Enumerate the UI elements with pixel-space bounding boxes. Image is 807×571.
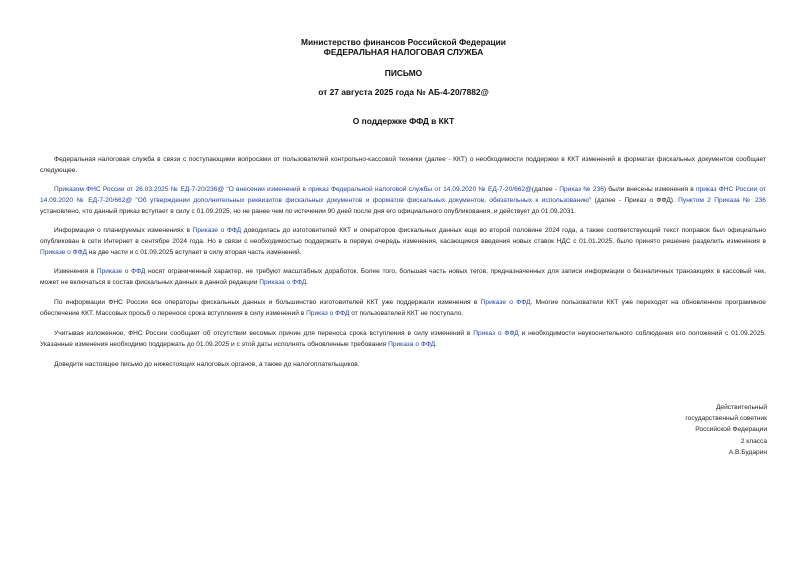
link-ffd-order-5[interactable]: Приказе о ФФД [480,299,531,306]
paragraph-5-text-2: . Многие пользователи ККТ уже переходят на обновленное программное обеспечение ККТ. Массовых просьб о переносе срока вступления в силу изменений в [40,299,766,318]
signature-name: А.В.Бударин [728,448,767,456]
link-order-236-short[interactable]: Приказ № 236 [559,186,604,193]
link-ffd-order-1[interactable]: Приказе о ФФД [192,227,242,234]
paragraph-1 [40,154,766,176]
signature-block [567,402,767,458]
link-ffd-order-3[interactable]: Приказе о ФФД [96,268,146,275]
link-ffd-order-2[interactable]: Приказе о ФФД [40,249,87,257]
ministry-title: Министерство финансов Российской Федерации [301,37,506,47]
paragraph-5 [40,297,766,319]
paragraph-5-text-3: от пользователей ККТ не поступало. [349,310,464,318]
signature-line-4: 2 класса [740,437,767,445]
document-subject: О поддержке ФФД в ККТ [352,116,455,126]
paragraph-2-text-4: установлено, что данный приказ вступает в силу с 01.09.2025, но не ранее чем по истечении 90 дней после дня его официального опубликования, и действует до 01.09.2031. [40,208,576,216]
paragraph-2-text-3: (далее - Приказ о ФФД). [591,197,679,205]
signature-line-2: государственный советник [685,415,767,423]
paragraph-7 [40,359,766,370]
document-type: ПИСЬМО [384,68,423,78]
paragraph-3 [40,225,766,259]
signature-line-1: Действительный [715,404,767,411]
service-title: ФЕДЕРАЛЬНАЯ НАЛОГОВАЯ СЛУЖБА [323,47,484,57]
signature-line-3: Российской Федерации [695,426,767,434]
paragraph-6-text-2: и необходимости неукоснительного соблюдения его положений с 01.09.2025. Указанные изменения необходимо поддержать до 01.09.2025 и с этой даты исполнять обновленные требования [40,330,766,349]
link-order-662[interactable]: приказ ФНС России от 14.09.2020 № ЕД-7-20/662@ "Об утверждении дополнительных реквизитов фискальных документов и форматов фискальных документов, обязательных к использованию" [40,186,766,205]
link-ffd-order-7[interactable]: Приказ о ФФД [473,330,519,337]
link-ffd-order-4[interactable]: Приказа о ФФД [259,279,307,287]
paragraph-2-text-2: ) были внесены изменения в [603,186,696,193]
paragraph-3-text-3: на две части и с 01.09.2025 вступает в силу вторая часть изменений. [86,249,302,257]
link-order-236[interactable]: Приказом ФНС России от 26.03.2025 № ЕД-7-20/236@ "О внесении изменений в приказ Федеральной налоговой службы от 14.09.2020 № ЕД-7-20/662@ [54,186,532,193]
paragraph-3-text-2: доводилась до изготовителей ККТ и операторов фискальных данных еще во второй половине 2024 года, а также соответствующий текст поправок был официально опубликован в сети Интернет в сентябре 2024 года. Но в связи с необходимостью поддержать в первую очередь изменения, касающиеся введения новых ставок НДС с 01.01.2025, было принято решение разделить изменения в [40,227,766,246]
link-ffd-order-8[interactable]: Приказа о ФФД [388,341,436,349]
document-date-number: от 27 августа 2025 года № АБ-4-20/7882@ [318,87,489,97]
paragraph-2-text-1: (далее - [531,186,560,193]
link-ffd-order-6[interactable]: Приказ о ФФД [306,310,350,318]
paragraph-6-text-1: Учитывая изложенное, ФНС России сообщает об отсутствии весомых причин для переноса срока вступления в силу изменений в [54,330,474,337]
paragraph-4-text-1: Изменения в [54,268,97,275]
paragraph-5-text-1: По информации ФНС России все операторы фискальных данных и большинство изготовителей ККТ уже поддержали изменения в [54,299,481,306]
paragraph-4-text-3: . [306,279,309,287]
link-clause-2-order-236[interactable]: Пунктом 2 Приказа № 236 [678,197,766,205]
paragraph-6-text-3: . [435,341,437,349]
paragraph-7-text: Доведите настоящее письмо до нижестоящих налоговых органов, а также до налогоплательщиков. [54,361,360,368]
paragraph-4-text-2: носят ограниченный характер, не требуют масштабных доработок. Более того, большая часть новых тегов, предназначенных для записи информации о безналичных транзакциях в кассовый чек, может не включаться в состав фискальных данных в данной редакции [40,268,766,287]
paragraph-1-text: Федеральная налоговая служба в связи с поступающими вопросами от пользователей контрольно-кассовой техники (далее - ККТ) о необходимости поддержки в ККТ изменений в форматах фискальных документов сообщает следующее. [40,156,766,175]
paragraph-6 [40,328,766,350]
paragraph-4 [40,266,766,288]
paragraph-2 [40,184,766,218]
paragraph-3-text-1: Информация о планируемых изменениях в [54,227,193,234]
